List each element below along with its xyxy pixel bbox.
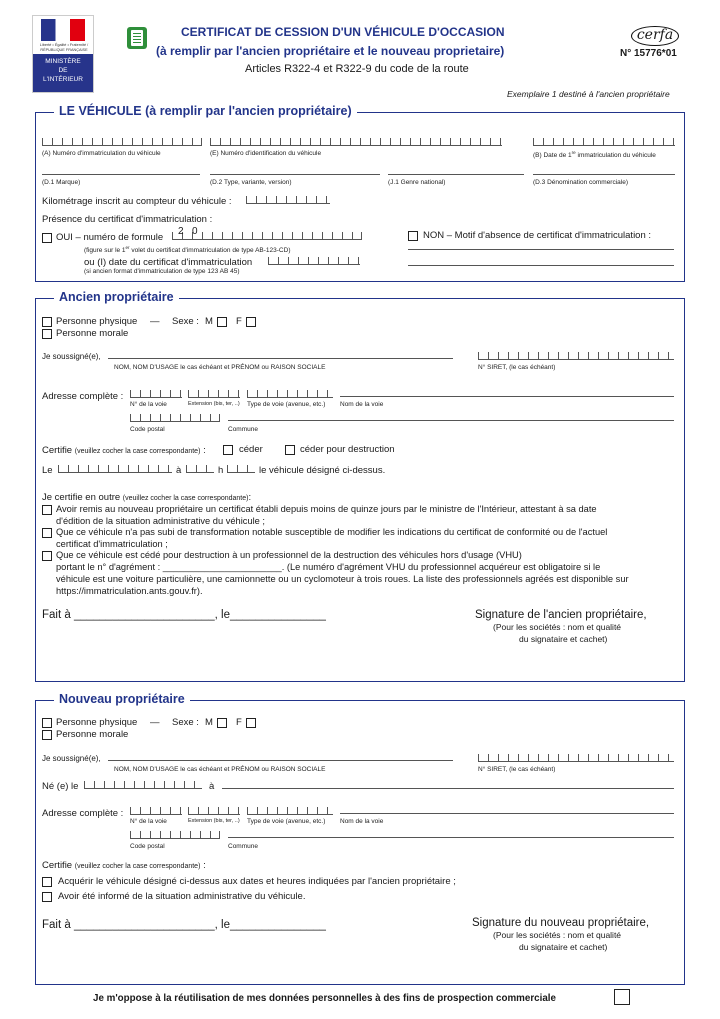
nouveau-code-postal-field[interactable]	[130, 831, 220, 839]
formule-digit: 2	[178, 226, 184, 237]
nouveau-type-voie-label: Type de voie (avenue, etc.)	[247, 818, 326, 825]
ancien-sexe-label: Sexe :	[172, 316, 199, 327]
ancien-physique-checkbox[interactable]	[42, 317, 52, 327]
ancien-nom-label: NOM, NOM D'USAGE le cas échéant et PRÉNOM ou RAISON SOCIALE	[114, 364, 326, 371]
non-reason-line-1[interactable]	[408, 249, 674, 250]
nouveau-m-label: M	[205, 717, 213, 728]
nouveau-commune-label: Commune	[228, 843, 258, 850]
opposition-label: Je m'oppose à la réutilisation de mes données personnelles à des fins de prospection commerciale	[93, 993, 556, 1004]
presence-label: Présence du certificat d'immatriculation :	[42, 214, 213, 225]
nouveau-m-checkbox[interactable]	[217, 718, 227, 728]
ancien-h-label: h	[218, 465, 224, 476]
ancien-date-field[interactable]	[58, 465, 172, 473]
type-field[interactable]	[210, 174, 380, 175]
nouveau-extension-field[interactable]	[188, 807, 240, 815]
ancien-ceder-checkbox[interactable]	[223, 445, 233, 455]
ancien-code-postal-label: Code postal	[130, 426, 165, 433]
ancien-dash: —	[150, 316, 160, 327]
nouveau-nom-voie-field[interactable]	[340, 813, 674, 814]
nouveau-morale-checkbox[interactable]	[42, 730, 52, 740]
ancien-signature-label: Signature de l'ancien propriétaire,	[475, 609, 647, 621]
ancien-opt3-checkbox[interactable]	[42, 551, 52, 561]
nouveau-commune-field[interactable]	[228, 837, 674, 838]
ancien-destruction-label: céder pour destruction	[300, 444, 395, 455]
nouveau-physique-checkbox[interactable]	[42, 718, 52, 728]
mileage-label: Kilométrage inscrit au compteur du véhicule :	[42, 196, 232, 207]
oui-note: (figure sur le 1er volet du certificat d'immatriculation de type AB-123-CD)	[84, 245, 291, 255]
nouveau-nom-field[interactable]	[108, 760, 453, 761]
non-label: NON – Motif d'absence de certificat d'immatriculation :	[423, 230, 652, 241]
nouveau-ne-le-label: Né (e) le	[42, 781, 79, 792]
ancien-code-postal-field[interactable]	[130, 414, 220, 422]
nouveau-sexe-label: Sexe :	[172, 717, 199, 728]
ancien-m-checkbox[interactable]	[217, 317, 227, 327]
nouveau-siret-field[interactable]	[478, 754, 674, 762]
type-label: (D.2 Type, variante, version)	[210, 179, 292, 186]
nouveau-birthdate-field[interactable]	[84, 781, 202, 789]
non-reason-line-2[interactable]	[408, 265, 674, 266]
ancien-f-checkbox[interactable]	[246, 317, 256, 327]
formule-number-field[interactable]	[172, 232, 362, 240]
ancien-siret-field[interactable]	[478, 352, 674, 360]
nouveau-opt1-checkbox[interactable]	[42, 877, 52, 887]
nouveau-siret-label: N° SIRET, (le cas échéant)	[478, 766, 556, 773]
ancien-minute-field[interactable]	[227, 465, 255, 473]
nouveau-a-label: à	[209, 781, 215, 792]
ministry-line: L'INTÉRIEUR	[43, 76, 83, 83]
nouveau-nom-label: NOM, NOM D'USAGE le cas échéant et PRÉNOM ou RAISON SOCIALE	[114, 766, 326, 773]
form-subtitle: (à remplir par l'ancien propriétaire et le nouveau proprietaire)	[156, 44, 505, 58]
ancien-m-label: M	[205, 316, 213, 327]
ancien-voie-label: N° de la voie	[130, 401, 167, 408]
brand-field[interactable]	[42, 174, 200, 175]
ancien-morale-checkbox[interactable]	[42, 329, 52, 339]
ancien-opt1-text: Avoir remis au nouveau propriétaire un certificat établi depuis moins de quinze jours par le ministre de l'Intérieur, attestant à sa date d'édition de la situation administrative du véhicule ;	[56, 504, 597, 526]
first-registration-date-field[interactable]	[533, 138, 675, 146]
ancien-commune-label: Commune	[228, 426, 258, 433]
nouveau-opt2-text: Avoir été informé de la situation administrative du véhicule.	[58, 891, 306, 902]
form-title: CERTIFICAT DE CESSION D'UN VÉHICULE D'OCCASION	[181, 25, 505, 39]
ancien-nom-voie-label: Nom de la voie	[340, 401, 384, 408]
nouveau-voie-field[interactable]	[130, 807, 182, 815]
ancien-certifie-outre-label: Je certifie en outre (veuillez cocher la case correspondante):	[42, 492, 252, 503]
nouveau-signature-note-2: du signataire et cachet)	[519, 942, 608, 952]
first-registration-date-label: (B) Date de 1re immatriculation du véhicule	[533, 150, 656, 160]
ancien-nom-field[interactable]	[108, 358, 453, 359]
nouveau-physique-label: Personne physique	[56, 717, 138, 728]
ancien-physique-label: Personne physique	[56, 316, 138, 327]
ancien-le-label: Le	[42, 465, 53, 476]
genre-field[interactable]	[388, 174, 524, 175]
brand-label: (D.1 Marque)	[42, 179, 81, 186]
nouveau-birthplace-field[interactable]	[222, 788, 674, 789]
nouveau-section-title: Nouveau propriétaire	[54, 692, 190, 706]
ancien-section-title: Ancien propriétaire	[54, 290, 179, 304]
ancien-fait-a[interactable]: Fait à ______________________, le_______________	[42, 609, 326, 621]
formule-digit: 0	[192, 226, 198, 237]
ministry-logo-motto: Liberté • Égalité • Fraternité / RÉPUBLIQUE FRANÇAISE	[39, 43, 89, 52]
ancien-type-voie-field[interactable]	[247, 390, 333, 398]
oui-checkbox[interactable]	[42, 233, 52, 243]
commercial-name-label: (D.3 Dénomination commerciale)	[533, 179, 629, 186]
nouveau-opt1-text: Acquérir le véhicule désigné ci-dessus aux dates et heures indiquées par l'ancien propriétaire ;	[58, 876, 456, 887]
ancien-opt2-text: Que ce véhicule n'a pas subi de transformation notable susceptible de modifier les indications du certificat de conformité ou de l'actuel certificat d'immatriculation ;	[56, 527, 608, 549]
ancien-opt3-text: Que ce véhicule est cédé pour destruction à un professionnel de la destruction des véhicules hors d'usage (VHU) portant le n° d'agrément : _______________________. (Le numéro d'agrément VHU du professionnel acquéreur est obligatoire si le véhicule est une voiture particulière, une camionnette ou un cyclomoteur à trois roues. La liste des professionnels agréés est disponible sur https://immatriculation.ants.gouv.fr).	[56, 550, 629, 596]
nouveau-voie-label: N° de la voie	[130, 818, 167, 825]
nouveau-morale-label: Personne morale	[56, 729, 129, 740]
ancien-nom-voie-field[interactable]	[340, 396, 674, 397]
oui-label: OUI – numéro de formule	[56, 232, 164, 243]
genre-label: (J.1 Genre national)	[388, 179, 446, 186]
ancien-type-voie-label: Type de voie (avenue, etc.)	[247, 401, 326, 408]
vehicle-section-title: LE VÉHICULE (à remplir par l'ancien propriétaire)	[54, 104, 357, 118]
ancien-extension-field[interactable]	[188, 390, 240, 398]
nouveau-certifie-label: Certifie (veuillez cocher la case correspondante) :	[42, 860, 206, 871]
nouveau-signature-note-1: (Pour les sociétés : nom et qualité	[493, 930, 622, 940]
non-checkbox[interactable]	[408, 231, 418, 241]
document-icon	[127, 27, 147, 49]
ancien-opt2-checkbox[interactable]	[42, 528, 52, 538]
exemplaire-note: Exemplaire 1 destiné à l'ancien propriétaire	[507, 89, 670, 99]
vin-field[interactable]	[210, 138, 502, 146]
cerfa-number: N° 15776*01	[620, 48, 677, 59]
ancien-adresse-label: Adresse complète :	[42, 391, 124, 402]
ancien-signature-note-1: (Pour les sociétés : nom et qualité	[493, 622, 622, 632]
certificate-date-field[interactable]	[268, 257, 360, 265]
ancien-ceder-label: céder	[239, 444, 263, 455]
registration-number-field[interactable]	[42, 138, 202, 146]
opposition-checkbox[interactable]	[614, 989, 630, 1005]
nouveau-fait-a[interactable]: Fait à ______________________, le_______________	[42, 919, 326, 931]
nouveau-extension-label: Extension (bis, ter, ..)	[188, 818, 240, 824]
ministry-line: MINISTÈRE	[45, 58, 81, 65]
ancien-soussigne-label: Je soussigné(e),	[42, 352, 101, 361]
nouveau-dash: —	[150, 717, 160, 728]
cerfa-logo: cerfa	[631, 26, 679, 46]
ancien-f-label: F	[236, 316, 242, 327]
commercial-name-field[interactable]	[533, 174, 675, 175]
marianne-flag-icon	[41, 19, 85, 41]
ou-date-label: ou (I) date du certificat d'immatriculation	[84, 257, 253, 268]
nouveau-opt2-checkbox[interactable]	[42, 892, 52, 902]
nouveau-adresse-label: Adresse complète :	[42, 808, 124, 819]
mileage-field[interactable]	[246, 196, 330, 204]
nouveau-nom-voie-label: Nom de la voie	[340, 818, 384, 825]
ancien-destruction-checkbox[interactable]	[285, 445, 295, 455]
ministry-line: DE	[58, 67, 68, 74]
ancien-certifie-label: Certifie (veuillez cocher la case correspondante) :	[42, 445, 206, 456]
registration-number-label: (A) Numéro d'immatriculation du véhicule	[42, 150, 161, 157]
ancien-a-label: à	[176, 465, 182, 476]
ou-date-note: (si ancien format d'immatriculation de type 123 AB 45)	[84, 268, 240, 275]
ancien-signature-note-2: du signataire et cachet)	[519, 634, 608, 644]
ancien-vehicule-designe: le véhicule désigné ci-dessus.	[259, 465, 386, 476]
ancien-morale-label: Personne morale	[56, 328, 129, 339]
ancien-voie-field[interactable]	[130, 390, 182, 398]
nouveau-code-postal-label: Code postal	[130, 843, 165, 850]
ministry-name-band	[33, 54, 93, 92]
nouveau-type-voie-field[interactable]	[247, 807, 333, 815]
nouveau-signature-label: Signature du nouveau propriétaire,	[472, 917, 650, 929]
ancien-hour-field[interactable]	[186, 465, 214, 473]
nouveau-f-label: F	[236, 717, 242, 728]
vin-label: (E) Numéro d'identification du véhicule	[210, 150, 322, 157]
ancien-extension-label: Extension (bis, ter, ..)	[188, 401, 240, 407]
form-articles: Articles R322-4 et R322-9 du code de la route	[245, 63, 469, 75]
ministry-logo	[32, 15, 94, 93]
ancien-commune-field[interactable]	[228, 420, 674, 421]
nouveau-f-checkbox[interactable]	[246, 718, 256, 728]
ancien-siret-label: N° SIRET, (le cas échéant)	[478, 364, 556, 371]
ancien-opt1-checkbox[interactable]	[42, 505, 52, 515]
nouveau-soussigne-label: Je soussigné(e),	[42, 754, 101, 763]
